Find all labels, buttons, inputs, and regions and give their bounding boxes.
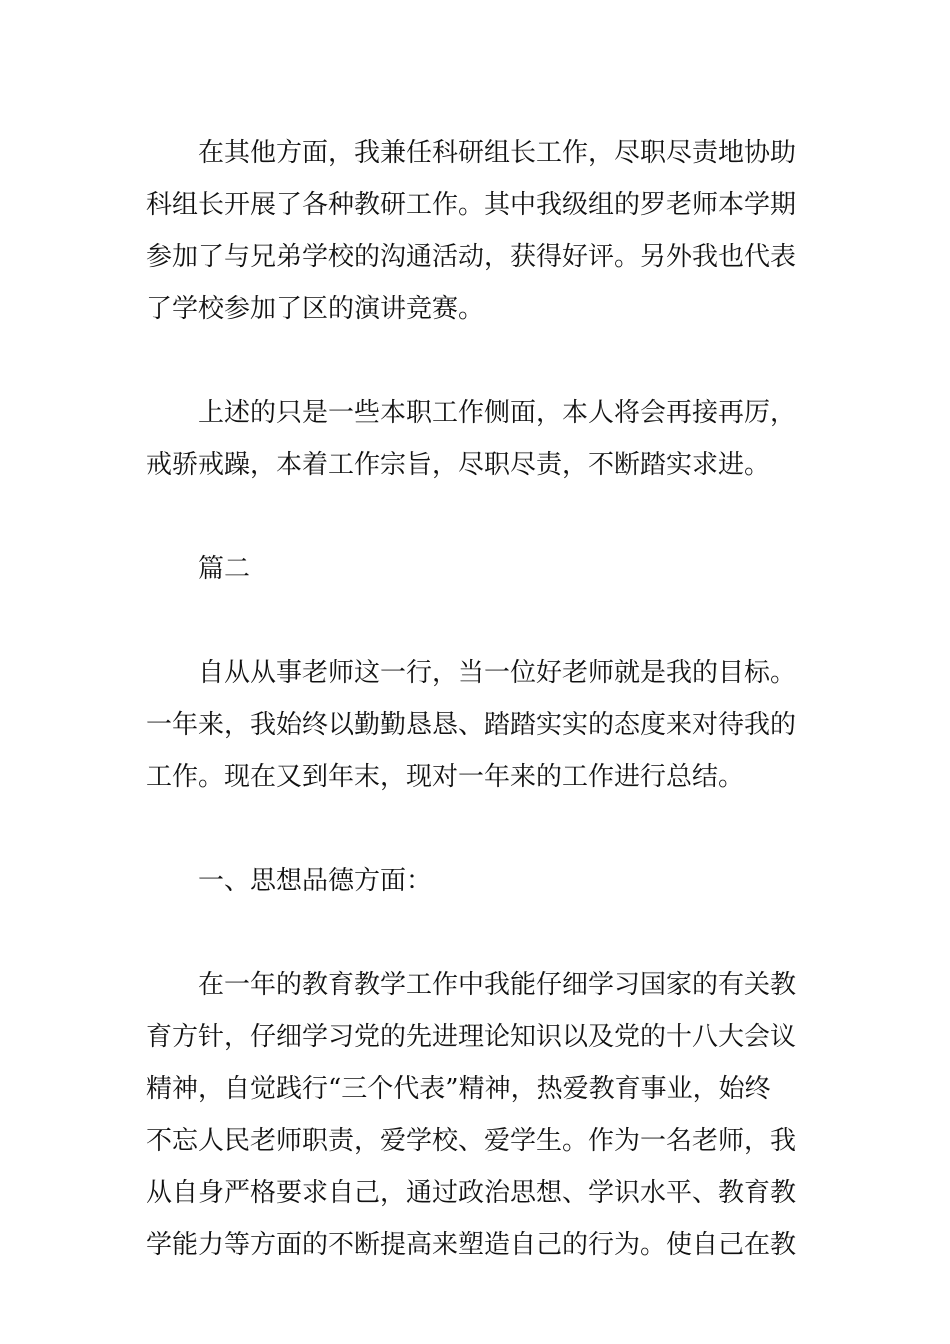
document-body [146, 127, 806, 1323]
section-heading-part-two [146, 543, 806, 595]
text-line: 从自身严格要求自己，通过政治思想、学识水平、教育教 [146, 1178, 797, 1208]
text-line: 不忘人民老师职责，爱学校、爱学生。作为一名老师，我 [146, 1126, 797, 1156]
text-line: 学能力等方面的不断提高来塑造自己的行为。使自己在教 [146, 1230, 797, 1260]
text-line: 上述的只是一些本职工作侧面，本人将会再接再厉， [198, 398, 797, 428]
paragraph-summary-conclusion [146, 387, 806, 491]
text-line: 在一年的教育教学工作中我能仔细学习国家的有关教 [198, 970, 797, 1000]
paragraph-intro-goal [146, 647, 806, 803]
paragraph-ideology-body [146, 959, 806, 1271]
text-line: 精神，自觉践行“三个代表”精神，热爱教育事业，始终 [146, 1074, 771, 1104]
text-line: 育方针，仔细学习党的先进理论知识以及党的十八大会议 [146, 1022, 797, 1052]
paragraph-other-aspects [146, 127, 806, 335]
text-line: 了学校参加了区的演讲竞赛。 [146, 294, 485, 324]
heading-text: 一、思想品德方面： [198, 866, 433, 896]
text-line: 戒骄戒躁，本着工作宗旨，尽职尽责，不断踏实求进。 [146, 450, 771, 480]
text-line: 在其他方面，我兼任科研组长工作，尽职尽责地协助 [198, 138, 797, 168]
heading-text: 篇二 [198, 554, 251, 584]
text-line: 科组长开展了各种教研工作。其中我级组的罗老师本学期 [146, 190, 797, 220]
text-line: 自从从事老师这一行，当一位好老师就是我的目标。 [198, 658, 797, 688]
text-line: 参加了与兄弟学校的沟通活动，获得好评。另外我也代表 [146, 242, 797, 272]
text-line: 一年来，我始终以勤勤恳恳、踏踏实实的态度来对待我的 [146, 710, 797, 740]
text-line: 工作。现在又到年末，现对一年来的工作进行总结。 [146, 762, 745, 792]
section-heading-ideology [146, 855, 806, 907]
